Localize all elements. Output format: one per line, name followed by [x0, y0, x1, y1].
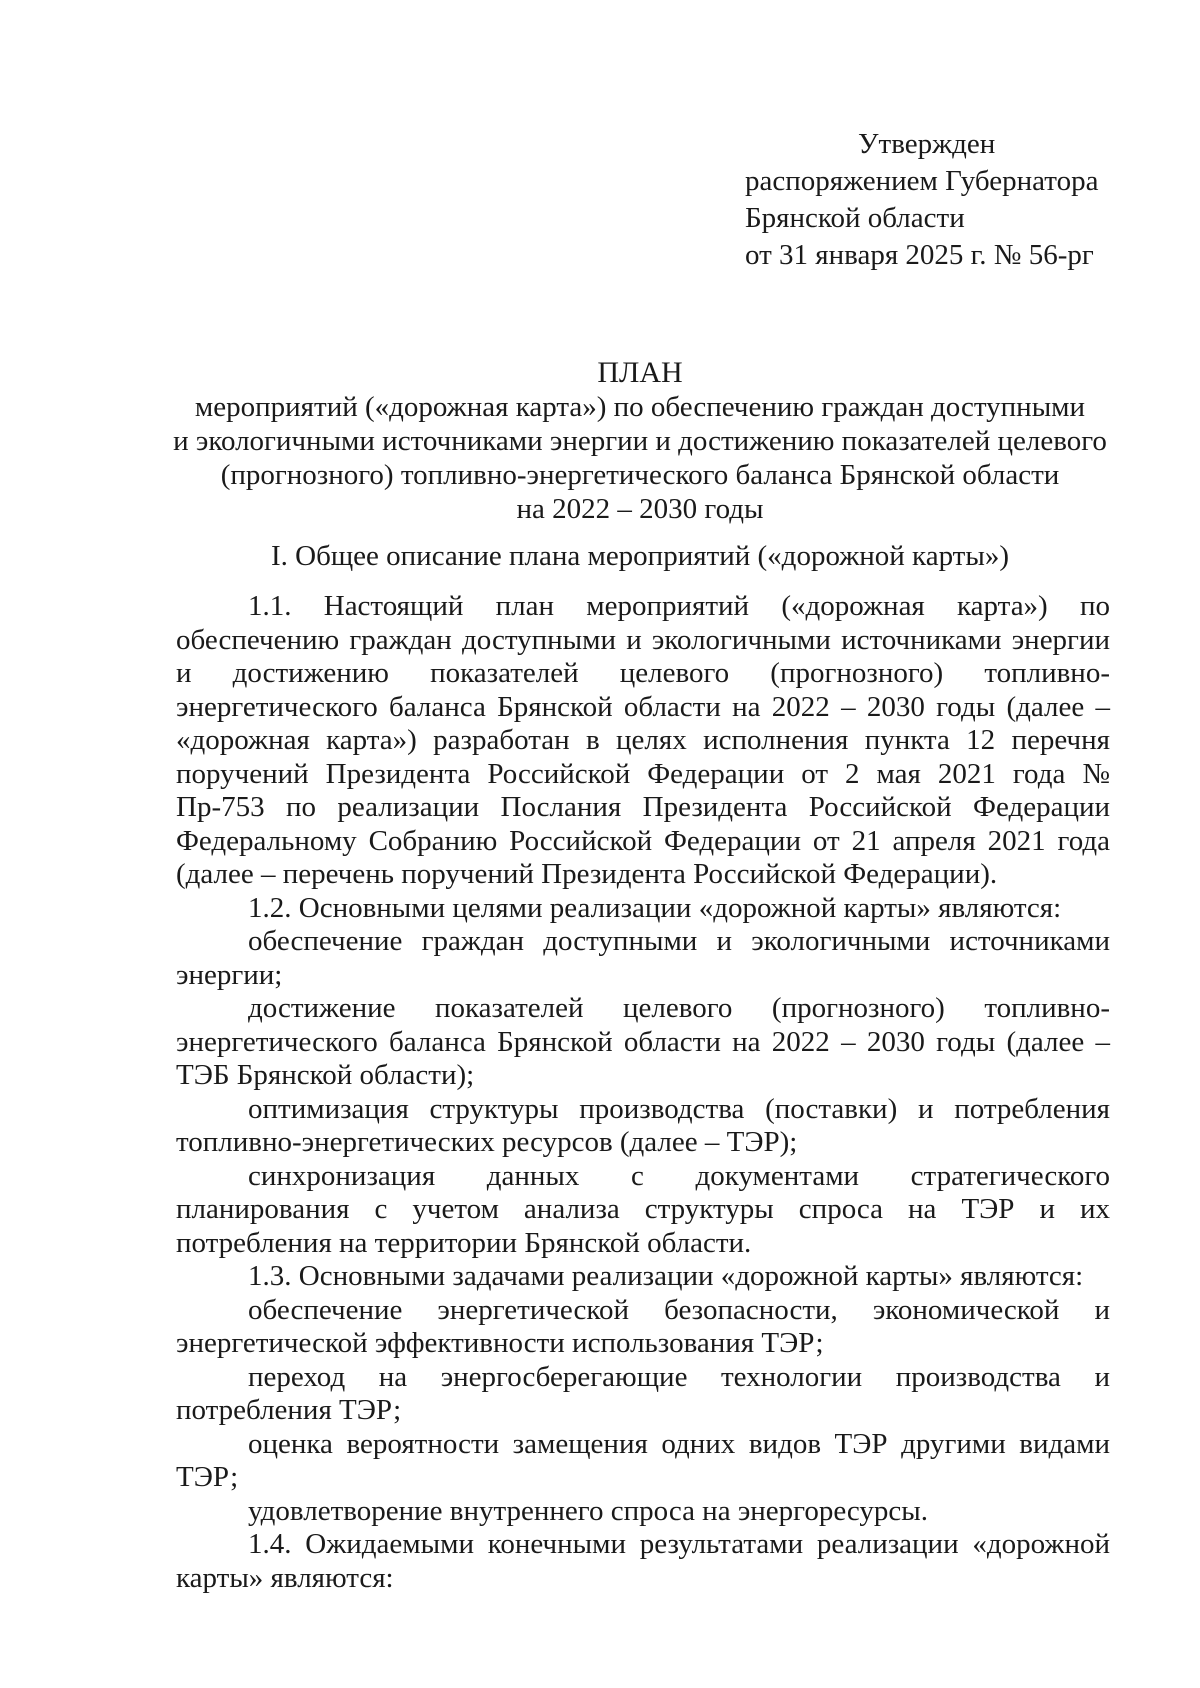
- approval-stamp: [745, 126, 1098, 274]
- approval-line: распоряжением Губернатора: [745, 165, 1099, 197]
- approval-line: от 31 января 2025 г. № 56-рг: [745, 239, 1094, 271]
- title-line: (прогнозного) топливно-энергетического баланса Брянской области: [220, 459, 1060, 491]
- title-line: мероприятий («дорожная карта») по обеспечению граждан доступными: [194, 391, 1086, 423]
- title-line: на 2022 – 2030 годы: [516, 493, 764, 525]
- approval-line: Брянской области: [745, 202, 965, 234]
- paragraph: переход на энергосберегающие технологии производства и потребления ТЭР;: [176, 1360, 1110, 1426]
- paragraph: оценка вероятности замещения одних видов ТЭР другими видами ТЭР;: [176, 1427, 1110, 1493]
- paragraph: синхронизация данных с документами стратегического планирования с учетом анализа структуры спроса на ТЭР и их потребления на территории Брянской области.: [176, 1159, 1110, 1259]
- title-heading: ПЛАН: [597, 356, 683, 389]
- paragraph: оптимизация структуры производства (поставки) и потребления топливно-энергетических ресурсов (далее – ТЭР);: [176, 1092, 1110, 1158]
- paragraph: обеспечение энергетической безопасности, экономической и энергетической эффективности использования ТЭР;: [176, 1293, 1110, 1359]
- paragraph: 1.3. Основными задачами реализации «дорожной карты» являются:: [248, 1260, 1084, 1292]
- section-heading: I. Общее описание плана мероприятий («дорожной карты»): [270, 540, 1009, 572]
- paragraph: достижение показателей целевого (прогнозного) топливно-энергетического баланса Брянской области на 2022 – 2030 годы (далее – ТЭБ Брянской области);: [176, 992, 1110, 1091]
- paragraph: обеспечение граждан доступными и экологичными источниками энергии;: [176, 925, 1110, 991]
- title-line: и экологичными источниками энергии и достижению показателей целевого: [173, 425, 1107, 457]
- document-title: [140, 356, 1140, 526]
- document-body: [176, 590, 1110, 1595]
- approval-line: Утвержден: [858, 128, 996, 160]
- paragraph: 1.1. Настоящий план мероприятий («дорожная карта») по обеспечению граждан доступными и экологичными источниками энергии и достижению показателей целевого (прогнозного) топливно-энергетического баланса Брянской области на 2022 – 2030 годы (далее – «дорожная карта») разработан в целях исполнения пункта 12 перечня поручений Президента Российской Федерации от 2 мая 2021 года № Пр-753 по реализации Послания Президента Российской Федерации Федеральному Собранию Российской Федерации от 21 апреля 2021 года (далее – перечень поручений Президента Российской Федерации).: [176, 590, 1110, 890]
- paragraph: удовлетворение внутреннего спроса на энергоресурсы.: [248, 1494, 929, 1527]
- paragraph: 1.4. Ожидаемыми конечными результатами реализации «дорожной карты» являются:: [176, 1528, 1110, 1594]
- paragraph: 1.2. Основными целями реализации «дорожной карты» являются:: [248, 891, 1062, 924]
